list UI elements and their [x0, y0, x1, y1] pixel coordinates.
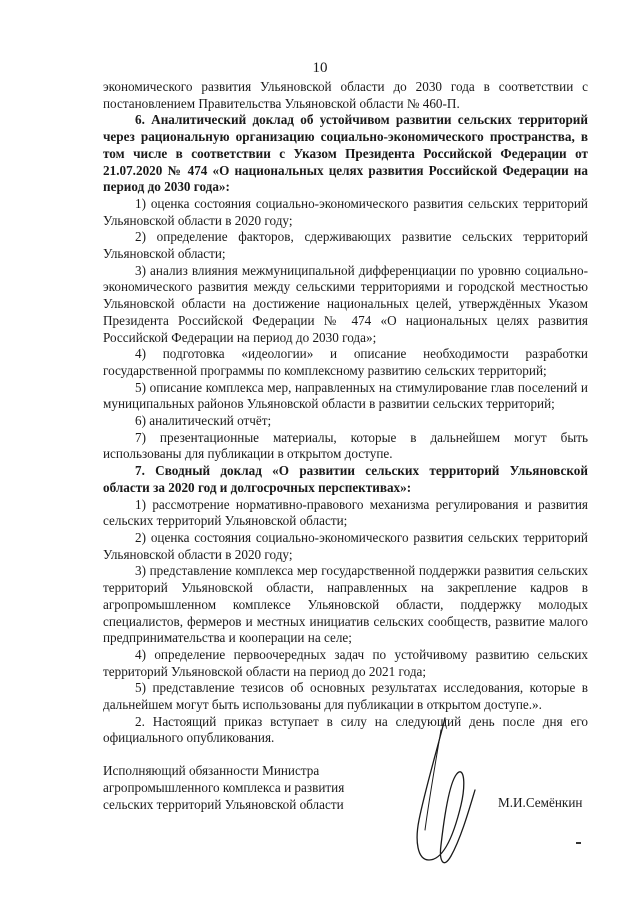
position-line: сельских территорий Ульяновской области [103, 797, 344, 812]
list-item: 1) рассмотрение нормативно-правового механизма регулирования и развития сельских территорий Ульяновской области; [103, 496, 588, 529]
section-heading-7: 7. Сводный доклад «О развитии сельских территорий Ульяновской области за 2020 год и долгосрочных перспективах»: [103, 463, 588, 495]
signatory-position [103, 762, 393, 813]
signer-name: М.И.Семёнкин [498, 795, 583, 810]
list-item: 4) определение первоочередных задач по устойчивому развитию сельских территорий Ульяновской области на период до 2021 года; [103, 646, 588, 679]
handwritten-signature [405, 710, 495, 880]
page-number: 10 [312, 60, 328, 76]
list-item: 2) определение факторов, сдерживающих развитие сельских территорий Ульяновской области; [103, 229, 588, 262]
list-item: 6) аналитический отчёт; [135, 413, 272, 429]
position-line: Исполняющий обязанности Министра [103, 763, 320, 778]
document-body [103, 79, 588, 747]
list-item: 3) анализ влияния межмуниципальной дифференциации по уровню социально-экономического развития между сельскими территориями и городской местностью Ульяновской области на достижение национальных целей, утверждённых Указом Президента Российской Федерации № 474 «О национальных целях развития Российской Федерации на период до 2030 года»; [103, 262, 588, 345]
list-item: 7) презентационные материалы, которые в дальнейшем могут быть использованы для публикации в открытом доступе. [103, 429, 588, 462]
list-item: 4) подготовка «идеологии» и описание необходимости разработки государственной программы по комплексному развитию сельских территорий; [103, 346, 588, 378]
list-item: 1) оценка состояния социально-экономического развития сельских территорий Ульяновской области в 2020 году; [103, 195, 588, 228]
closing-paragraph: 2. Настоящий приказ вступает в силу на следующий день после дня его официального опубликования. [103, 713, 588, 746]
list-item: 2) оценка состояния социально-экономического развития сельских территорий Ульяновской области в 2020 году; [103, 529, 588, 562]
list-item: 5) представление тезисов об основных результатах исследования, которые в дальнейшем могут быть использованы для публикации в открытом доступе.». [103, 680, 588, 713]
section-heading-6: 6. Аналитический доклад об устойчивом развитии сельских территорий через рациональную организацию социально-экономического пространства, в том числе в соответствии с Указом Президента Российской Федерации от 21.07.2020 № 474 «О национальных целях развития Российской Федерации на период до 2030 года»: [103, 112, 588, 195]
list-item: 3) представление комплекса мер государственной поддержки развития сельских территорий Ульяновской области, направленных на закрепление кадров в агропромышленном комплексе Ульяновской области, поддержку молодых специалистов, фермеров и местных инициатив сельских сообществ, развитие малого предпринимательства и кооперации на селе; [103, 563, 588, 646]
list-item: 5) описание комплекса мер, направленных на стимулирование глав поселений и муниципальных районов Ульяновской области в развитии сельских территорий; [103, 379, 588, 412]
position-line: агропромышленного комплекса и развития [103, 780, 345, 795]
scan-mark [576, 842, 581, 844]
paragraph: экономического развития Ульяновской области до 2030 года в соответствии с постановлением Правительства Ульяновской области № 460-П. [103, 79, 588, 111]
